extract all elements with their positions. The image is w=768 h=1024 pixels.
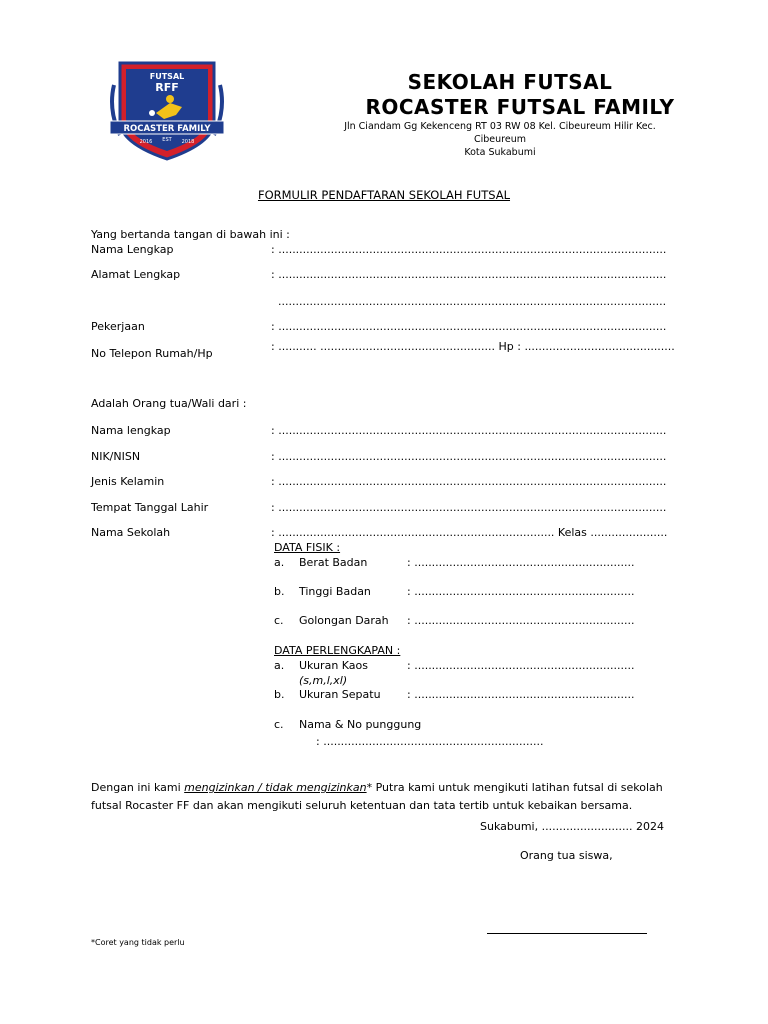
fisik-a-letter: a. (274, 556, 285, 569)
consent-after: * Putra kami untuk mengikuti latihan futsal di sekolah futsal Rocaster FF dan akan mengikuti seluruh ketentuan dan tata tertib untuk kebaikan bersama. (91, 781, 663, 812)
consent-before: Dengan ini kami (91, 781, 185, 794)
consent-paragraph (91, 779, 691, 815)
field-ukuran-kaos[interactable]: : ............................................................... (407, 659, 635, 672)
logo-rff-text: RFF (155, 81, 179, 94)
field-ukuran-sepatu[interactable]: : ............................................................... (407, 688, 635, 701)
logo-banner-text: ROCASTER FAMILY (123, 124, 211, 134)
field-telepon[interactable]: : ........... .................................................. Hp : ........................................... (271, 340, 675, 353)
data-perlengkapan-heading: DATA PERLENGKAPAN : (274, 644, 401, 657)
child-intro-text: Adalah Orang tua/Wali dari : (91, 397, 247, 410)
label-telepon: No Telepon Rumah/Hp (91, 347, 213, 360)
data-fisik-heading: DATA FISIK : (274, 541, 341, 554)
field-nama-no-punggung[interactable]: : ............................................................... (316, 735, 544, 748)
label-jenis-kelamin: Jenis Kelamin (91, 475, 165, 488)
svg-text:2016: 2016 (139, 139, 153, 145)
field-nik-nisn[interactable]: : ............................................................................................................... (271, 450, 667, 463)
field-golongan-darah[interactable]: : ............................................................... (407, 614, 635, 627)
logo-futsal-text: FUTSAL (149, 72, 185, 81)
field-nama-anak[interactable]: : ............................................................................................................... (271, 424, 667, 437)
label-nik-nisn: NIK/NISN (91, 450, 141, 463)
form-title: FORMULIR PENDAFTARAN SEKOLAH FUTSAL (257, 188, 511, 202)
field-tinggi-badan[interactable]: : ............................................................... (407, 585, 635, 598)
perl-c-letter: c. (274, 718, 284, 731)
field-pekerjaan[interactable]: : ............................................................................................................... (271, 320, 667, 333)
label-pekerjaan: Pekerjaan (91, 320, 145, 333)
field-alamat-lengkap[interactable]: : ............................................................................................................... (271, 268, 667, 281)
signature-line[interactable] (487, 933, 647, 934)
school-name-line2: ROCASTER FUTSAL FAMILY (365, 95, 675, 119)
signature-role: Orang tua siswa, (520, 849, 613, 862)
perl-b-letter: b. (274, 688, 285, 701)
label-ukuran-kaos-sub: (s,m,l,xl) (299, 674, 348, 687)
label-ukuran-sepatu: Ukuran Sepatu (299, 688, 381, 701)
svg-text:EST: EST (162, 137, 172, 143)
school-name-line1: SEKOLAH FUTSAL (407, 70, 613, 94)
field-jenis-kelamin[interactable]: : ............................................................................................................... (271, 475, 667, 488)
label-ukuran-kaos: Ukuran Kaos (299, 659, 369, 672)
label-ttl: Tempat Tanggal Lahir (91, 501, 209, 514)
label-golongan-darah: Golongan Darah (299, 614, 389, 627)
field-berat-badan[interactable]: : ............................................................... (407, 556, 635, 569)
intro-text: Yang bertanda tangan di bawah ini : (91, 228, 290, 241)
label-nama-lengkap: Nama Lengkap (91, 243, 174, 256)
field-ttl[interactable]: : ............................................................................................................... (271, 501, 667, 514)
label-berat-badan: Berat Badan (299, 556, 368, 569)
fisik-c-letter: c. (274, 614, 284, 627)
consent-choice[interactable]: mengizinkan / tidak mengizinkan (184, 781, 367, 794)
school-logo (106, 55, 228, 165)
school-address: Jln Ciandam Gg Kekenceng RT 03 RW 08 Kel. Cibeureum Hilir Kec. Cibeureum Kota Sukabumi (344, 121, 656, 158)
perl-a-letter: a. (274, 659, 285, 672)
label-alamat-lengkap: Alamat Lengkap (91, 268, 181, 281)
label-tinggi-badan: Tinggi Badan (299, 585, 371, 598)
field-alamat-lengkap-line2[interactable]: ............................................................................................................... (278, 295, 667, 308)
label-nama-no-punggung: Nama & No punggung (299, 718, 422, 731)
footnote: *Coret yang tidak perlu (91, 938, 185, 947)
field-nama-lengkap[interactable]: : ............................................................................................................... (271, 243, 667, 256)
place-date: Sukabumi, .......................... 2024 (480, 820, 664, 833)
label-nama-anak: Nama lengkap (91, 424, 171, 437)
svg-text:2018: 2018 (181, 139, 195, 145)
fisik-b-letter: b. (274, 585, 285, 598)
label-nama-sekolah: Nama Sekolah (91, 526, 171, 539)
field-nama-sekolah[interactable]: : ............................................................................... Kelas ...................... (271, 526, 668, 539)
